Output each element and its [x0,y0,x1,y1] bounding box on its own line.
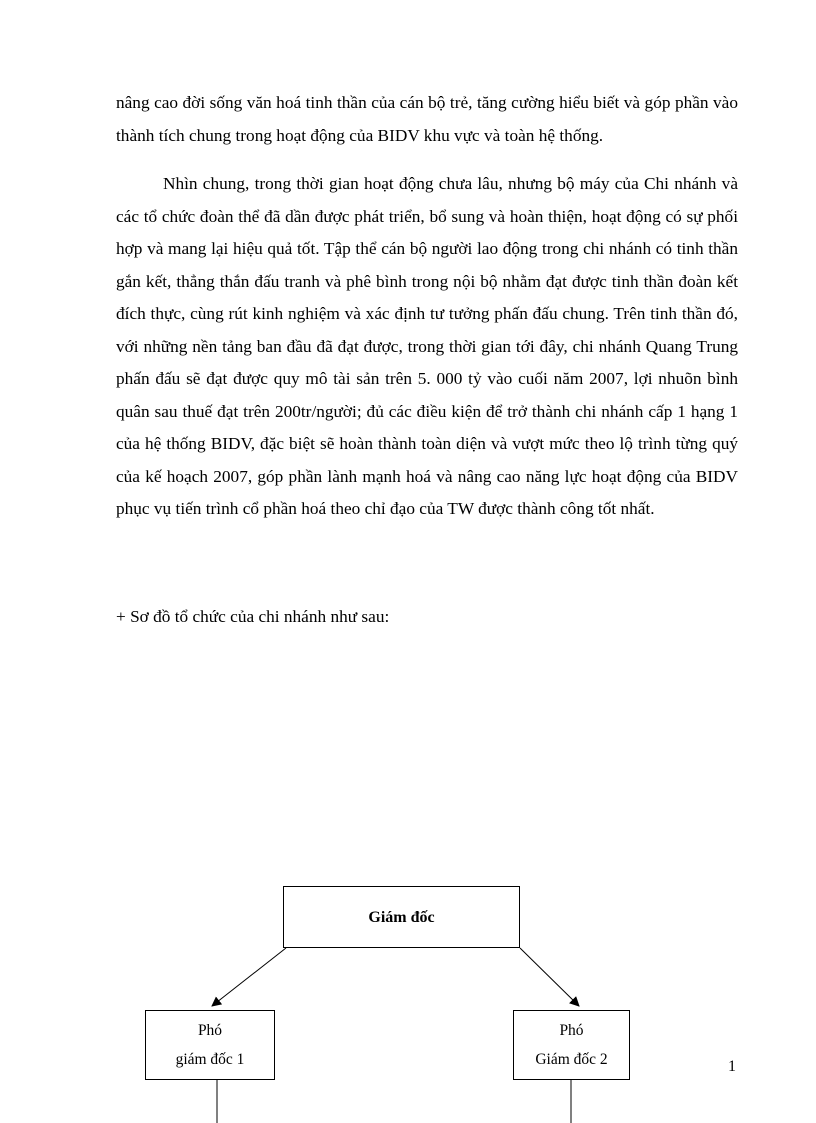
deputy-1-line1: Phó [197,1022,223,1039]
director-label: Giám đốc [368,908,435,926]
deputy-1-line2: giám đốc 1 [175,1051,245,1068]
arrow-to-deputy-1 [212,948,286,1006]
director-box [283,886,520,948]
deputy-director-2-box [513,1010,630,1080]
org-chart-intro: + Sơ đồ tổ chức của chi nhánh như sau: [116,607,390,626]
paragraph-1: nâng cao đời sống văn hoá tinh thần của cán bộ trẻ, tăng cường hiểu biết và góp phần vào thành tích chung trong hoạt động của BIDV khu vực và toàn hệ thống. [116,93,738,145]
deputy-director-1-box [145,1010,275,1080]
arrow-to-deputy-2 [520,948,579,1006]
page-number: 1 [728,1058,736,1075]
paragraph-2: Nhìn chung, trong thời gian hoạt động chưa lâu, nhưng bộ máy của Chi nhánh và các tổ chức đoàn thể đã dần được phát triển, bổ sung và hoàn thiện, hoạt động có sự phối hợp và mang lại hiệu quả tốt. Tập thể cán bộ người lao động trong chi nhánh có tinh thần gắn kết, thẳng thắn đấu tranh và phê bình trong nội bộ nhằm đạt được tinh thần đoàn kết đích thực, cùng rút kinh nghiệm và xác định tư tưởng phấn đấu chung. Trên tinh thần đó, với những nền tảng ban đầu đã đạt được, trong thời gian tới đây, chi nhánh Quang Trung phấn đấu sẽ đạt được quy mô tài sản trên 5. 000 tỷ vào cuối năm 2007, lợi nhuõn bình quân sau thuế đạt trên 200tr/người; đủ các điều kiện để trở thành chi nhánh cấp 1 hạng 1 của hệ thống BIDV, đặc biệt sẽ hoàn thành toàn diện và vượt mức theo lộ trình từng quý của kế hoạch 2007, góp phần lành mạnh hoá và nâng cao năng lực hoạt động của BIDV phục vụ tiến trình cổ phần hoá theo chỉ đạo của TW được thành công tốt nhất. [116,174,738,518]
deputy-2-line1: Phó [559,1022,584,1039]
deputy-2-line2: Giám đốc 2 [535,1051,608,1068]
